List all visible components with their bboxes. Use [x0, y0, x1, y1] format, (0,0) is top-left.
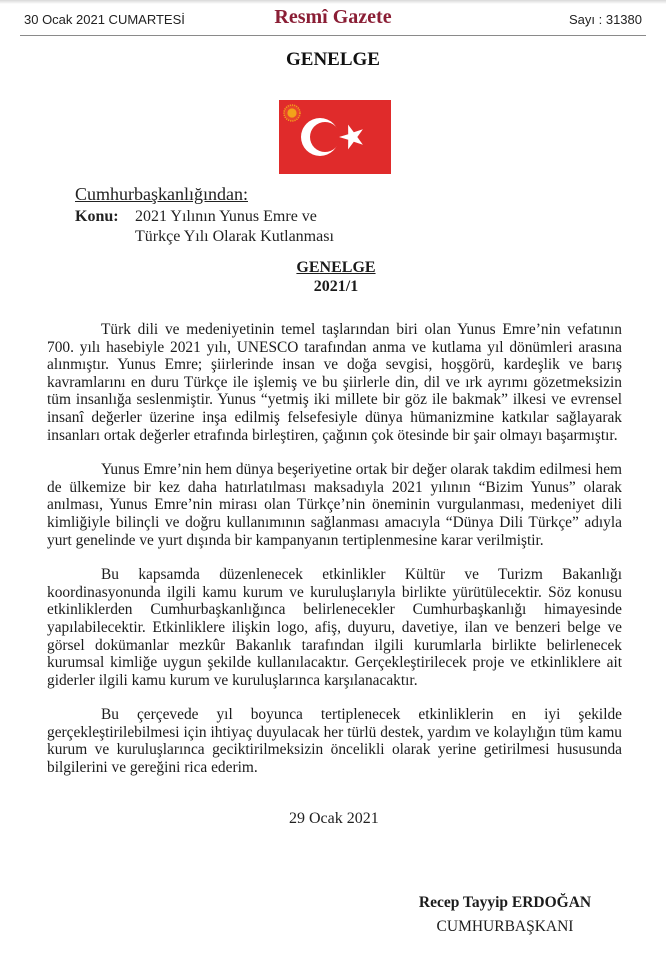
circular-heading — [290, 258, 382, 296]
turkish-presidential-flag-icon — [279, 100, 391, 174]
presidential-sun-icon — [284, 105, 300, 121]
subject-line: 2021 Yılının Yunus Emre ve — [135, 208, 317, 225]
subject-line: Türkçe Yılı Olarak Kutlanması — [135, 228, 334, 245]
document-type-title: GENELGE — [286, 49, 380, 70]
body-paragraph: Bu kapsamda düzenlenecek etkinlikler Kültür ve Turizm Bakanlığı koordinasyonunda ilgili kamu kurum ve kuruluşlarıyla birlikte yürütülecektir. Söz konusu etkinliklerden Cumhurbaşkanlığınca belirlenecekler Cumhurbaşkanlığı himayesinde yapılabilecektir. Etkinliklere ilişkin logo, afiş, duyuru, davetiye, ilan ve benzeri belge ve görsel dokümanlar mezkûr Bakanlık tarafından ilgili kurumlarla birlikte belirlenecek kurumsal kimliğe uygun şekilde kullanılacaktır. Gerçekleştirilecek proje ve etkinliklere ait giderler ilgili kamu kurum ve kuruluşlarınca karşılanacaktır. — [47, 566, 622, 689]
body-paragraph: Bu çerçevede yıl boyunca tertiplenecek etkinliklerin en iyi şekilde gerçekleştirilebilmesi için ihtiyaç duyulacak her türlü destek, yardım ve kolaylığın tüm kamu kurum ve kuruluşlarınca geciktirilmeksizin öncelikli olarak yerine getirilmesi hususunda bilgilerini ve gereğini rica ederim. — [47, 706, 622, 777]
top-shade — [0, 0, 666, 4]
body-paragraph: Türk dili ve medeniyetinin temel taşlarından biri olan Yunus Emre’nin vefatının 700. yılı hasebiyle 2021 yılı, UNESCO tarafından anma ve kutlama yıl dönümleri arasına alınmıştır. Yunus Emre; şiirlerinde insan ve doğa sevgisi, hoşgörü, kardeşlik ve barış kavramlarını en duru Türkçe ile işlemiş ve bu şiirlerle din, dil ve ırk ayrımı gözetmeksizin tüm insanlığa seslenmiştir. Yunus “yetmiş iki millete bir göz ile bakmak” ilkesi ve evrensel insanî değerler üzerine inşa edilmiş felsefesiyle dünya hümanizmine katkılar sağlayarak insanları ortak değerler etrafında birleştiren, çağının çok ötesinde bir şair olmayı başarmıştır. — [47, 321, 622, 444]
circular-number: 2021/1 — [313, 278, 359, 295]
signature-block — [405, 891, 605, 939]
subject-block — [75, 207, 334, 247]
circular-label: GENELGE — [296, 259, 376, 276]
signing-date: 29 Ocak 2021 — [289, 810, 379, 827]
issuer: Cumhurbaşkanlığından: — [75, 184, 248, 204]
gazette-date: 30 Ocak 2021 CUMARTESİ — [24, 12, 185, 27]
gazette-title: Resmî Gazete — [274, 6, 392, 28]
circular-body — [47, 321, 622, 794]
gazette-issue-number: Sayı : 31380 — [569, 12, 642, 27]
body-paragraph: Yunus Emre’nin hem dünya beşeriyetine ortak bir değer olarak takdim edilmesi hem de ülkemize bir kez daha hatırlatılması maksadıyla 2021 yılının “Bizim Yunus” olarak anılması, Yunus Emre’nin mirası olan Türkçe’nin öneminin vurgulanması, medeniyet dili kimliğiyle bilinçli ve doğru kullanımının sağlanması amacıyla “Dünya Dili Türkçe” adıyla yurt genelinde ve yurt dışında bir kampanyanın tertiplenmesine karar verilmiştir. — [47, 461, 622, 549]
subject-label: Konu: — [75, 208, 119, 225]
signatory-name: Recep Tayyip ERDOĞAN — [418, 894, 592, 911]
subject-text — [135, 207, 334, 247]
gazette-header — [20, 6, 646, 36]
flag-graphic — [279, 100, 391, 174]
signatory-title: CUMHURBAŞKANI — [436, 918, 574, 935]
